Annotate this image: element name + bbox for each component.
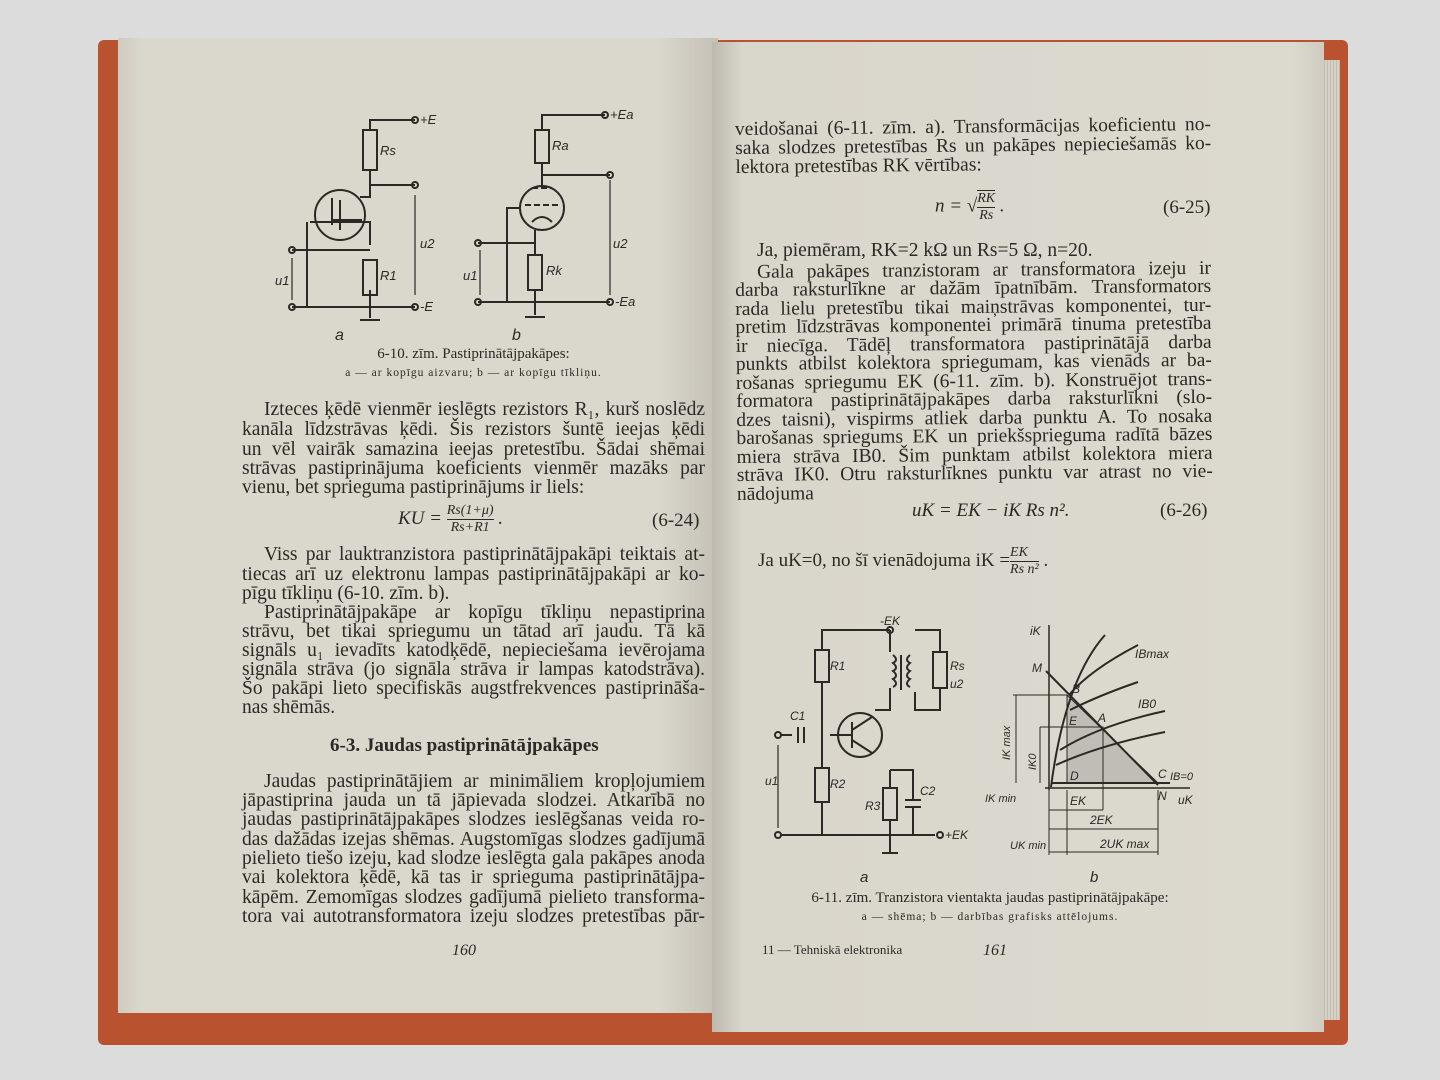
label: 2UK max bbox=[1100, 837, 1150, 851]
text-line: lektora pretestības RK vērtības: bbox=[735, 154, 982, 178]
label: M bbox=[1032, 661, 1042, 675]
label: a bbox=[860, 869, 869, 885]
equation-number: (6-26) bbox=[1160, 500, 1208, 521]
text-line: Šo pakāpi lieto specifiskās augstfrekvences pastiprināša- bbox=[242, 678, 705, 699]
label: C2 bbox=[920, 784, 936, 798]
label: u1 bbox=[765, 774, 779, 788]
label: N bbox=[1158, 789, 1167, 803]
text-line: miera strāva IB0. Šim punktam atbilst kolektora miera bbox=[736, 442, 1213, 468]
label: IK0 bbox=[1027, 753, 1039, 770]
label: R3 bbox=[865, 799, 881, 813]
label: R2 bbox=[830, 777, 846, 791]
text-line: signāla strāva (jo signāla strāva ir lampas katodstrāva). bbox=[242, 659, 705, 680]
text-line: tiecas arī uz elektronu lampas pastiprinātājpakāpi ar ko- bbox=[242, 564, 705, 585]
text-line: Ja, piemēram, RK=2 kΩ un Rs=5 Ω, n=20. bbox=[757, 240, 1093, 261]
eq-tail: . bbox=[498, 507, 504, 529]
equation-number: (6-25) bbox=[1163, 197, 1211, 218]
eq-numerator: Rs(1+μ) bbox=[446, 503, 494, 518]
label: R1 bbox=[380, 268, 397, 283]
label: u1 bbox=[463, 268, 478, 283]
label: +EK bbox=[945, 828, 969, 842]
label: u2 bbox=[420, 236, 435, 251]
label: u1 bbox=[275, 273, 290, 288]
label: b bbox=[1090, 869, 1099, 885]
label: IB=0 bbox=[1170, 771, 1193, 783]
label: -E bbox=[420, 299, 433, 314]
page-number: 160 bbox=[452, 942, 476, 959]
label: IK max bbox=[1001, 725, 1013, 760]
eq-numerator: RK bbox=[977, 191, 996, 206]
eq-denominator: Rs+R1 bbox=[450, 520, 490, 535]
text-line: rada lielu pretestību tikai maiņstrāvas komponentei, tur- bbox=[735, 294, 1212, 320]
text-line: dzes taisni), vispirms atliek darba punktu A. To nosaka bbox=[736, 405, 1213, 431]
label: B bbox=[1072, 682, 1081, 696]
text-line: jaudas pastiprinātājpakāpes slodzes ieslēgšanas veida ro- bbox=[242, 809, 705, 830]
inline-text: Ja uK=0, no šī vienādojuma iK = bbox=[758, 549, 1011, 571]
label: C1 bbox=[790, 709, 806, 723]
label: EK bbox=[1070, 794, 1087, 808]
figure-subcaption: a — ar kopīgu aizvaru; b — ar kopīgu tīkliņu. bbox=[345, 367, 602, 379]
text-line: ir niecīga. Tādēļ transformatora pastiprinātājā darba bbox=[735, 331, 1212, 357]
label: IB0 bbox=[1138, 697, 1157, 711]
label: -Ea bbox=[615, 294, 636, 309]
label: D bbox=[1070, 769, 1079, 783]
text-line: jāpastiprina jauda un tā jāpievada slodzei. Atkarībā no bbox=[242, 790, 705, 811]
equation-6-26: uK = EK − iK Rs n². bbox=[912, 500, 1070, 521]
label: uK bbox=[1178, 793, 1193, 807]
eq-tail: . bbox=[1043, 549, 1049, 571]
figure-caption: 6-10. zīm. Pastiprinātājpakāpes: bbox=[377, 346, 570, 362]
text-line: saka slodzes pretestības Rs un pakāpes nepieciešamās ko- bbox=[735, 133, 1212, 159]
label: 2EK bbox=[1090, 813, 1113, 827]
page-edges bbox=[1322, 60, 1340, 1020]
text-line: vienu, bet sprieguma pastiprinājums ir liels: bbox=[242, 477, 585, 498]
figure-6-11 bbox=[760, 600, 1210, 885]
eq-denominator: Rs bbox=[979, 208, 994, 223]
text-line: nādojuma bbox=[736, 483, 814, 505]
label: iK bbox=[1030, 624, 1041, 638]
text-line: kāpēm. Zemomīgas slodzes gadījumā pielieto transforma- bbox=[242, 887, 705, 908]
label: -EK bbox=[880, 614, 901, 628]
text-line: un vēl vairāk samazina ieejas pretestību. Šādai shēmai bbox=[242, 439, 705, 460]
section-heading: 6-3. Jaudas pastiprinātājpakāpes bbox=[330, 735, 599, 756]
eq-lhs: KU = bbox=[398, 507, 442, 529]
label: E bbox=[1069, 714, 1078, 728]
figure-6-10 bbox=[270, 100, 670, 350]
label: R1 bbox=[830, 659, 846, 673]
text-line: kanāla līdzstrāvas ķēdi. Šis rezistors šuntē ieejas ķēdi bbox=[242, 419, 705, 440]
text-line: barošanas spriegums EK un priekšsprieguma radītā bāzes bbox=[736, 423, 1213, 449]
text-line: pielieto tiešo izeju, kad slodze ieslēgta gala pakāpes anoda bbox=[242, 848, 705, 869]
eq-tail: . bbox=[999, 195, 1005, 217]
equation-6-25 bbox=[935, 190, 1005, 224]
text-line: tora vai autotransformatora izeju slodzes pretestības pār- bbox=[242, 906, 705, 927]
label: a bbox=[335, 327, 344, 344]
label: b bbox=[512, 327, 521, 344]
text-line: pretim līdzstrāvas komponentei primārā tinuma pretestība bbox=[735, 312, 1212, 338]
eq-denominator: Rs n² bbox=[1010, 562, 1039, 577]
text-line: veidošanai (6-11. zīm. a). Transformācijas koeficientu no- bbox=[734, 114, 1212, 140]
text-line: punkts atbilst kolektora spriegumam, kas vienāds ar ba- bbox=[735, 349, 1212, 375]
page-number: 161 bbox=[983, 942, 1007, 959]
figure-caption: 6-11. zīm. Tranzistora vientakta jaudas pastiprinātājpakāpe: bbox=[811, 890, 1169, 906]
text-line: Izteces ķēdē vienmēr ieslēgts rezistors R₁, kurš noslēdz bbox=[264, 399, 705, 420]
figure-subcaption: a — shēma; b — darbības grafisks attēlojums. bbox=[861, 911, 1119, 923]
footer-signature: 11 — Tehniskā elektronika bbox=[762, 942, 903, 957]
text-line: Jaudas pastiprinātājiem ar minimāliem kropļojumiem bbox=[264, 771, 705, 792]
text-line: rošanas spriegumu EK (6-11. zīm. b). Konstruējot trans- bbox=[735, 368, 1213, 394]
text-line: strāvu, bet tikai spriegumu un tātad arī jaudu. Tā kā bbox=[242, 621, 705, 642]
label: IK min bbox=[985, 793, 1017, 805]
text-line: darba raksturlīkne ar dažām īpatnībām. Transformators bbox=[735, 275, 1212, 301]
text-line: Pastiprinātājpakāpe ar kopīgu tīkliņu nepastiprina bbox=[264, 602, 705, 623]
text-line: nas shēmās. bbox=[242, 697, 336, 718]
label: C bbox=[1158, 767, 1167, 781]
label: UK min bbox=[1010, 840, 1047, 852]
text-line: formatora pastiprinātājpakāpes darba raksturlīkni (slo- bbox=[736, 386, 1213, 412]
text-line: signāls u₁ ievadīts katodķēdē, nepieciešama ievērojama bbox=[242, 640, 705, 661]
text-line: Gala pakāpes tranzistoram ar transformatora izeju ir bbox=[756, 257, 1212, 283]
label: u2 bbox=[950, 677, 964, 691]
label: Rs bbox=[380, 143, 396, 158]
text-line: vai kolektora ķēdē, kā tas ir sprieguma pastiprinātājpa- bbox=[242, 867, 705, 888]
eq-numerator: EK bbox=[1010, 545, 1039, 562]
text-line: pīgu tīkliņu (6-10. zīm. b). bbox=[242, 583, 450, 604]
label: IBmax bbox=[1135, 647, 1170, 661]
equation-6-24 bbox=[398, 503, 503, 536]
label: +E bbox=[420, 112, 437, 127]
text-line: Viss par lauktranzistora pastiprinātājpakāpi teiktais at- bbox=[264, 544, 705, 565]
text-line: strāvas pastiprinājuma koeficients vienmēr mazāks par bbox=[242, 458, 705, 479]
text-line bbox=[758, 545, 1234, 578]
label: +Ea bbox=[610, 107, 634, 122]
equation-number: (6-24) bbox=[652, 510, 700, 531]
label: Rk bbox=[546, 263, 562, 278]
label: Rs bbox=[950, 659, 965, 673]
label: Ra bbox=[552, 138, 569, 153]
text-line: strāva IK0. Otru raksturlīknes punktu var atrast no vie- bbox=[736, 460, 1213, 486]
text-line: das dažādas izejas shēmas. Augstomīgas slodzes gadījumā bbox=[242, 829, 705, 850]
eq-lhs: n = √ bbox=[935, 195, 978, 217]
label: u2 bbox=[613, 236, 628, 251]
label: A bbox=[1098, 711, 1107, 725]
